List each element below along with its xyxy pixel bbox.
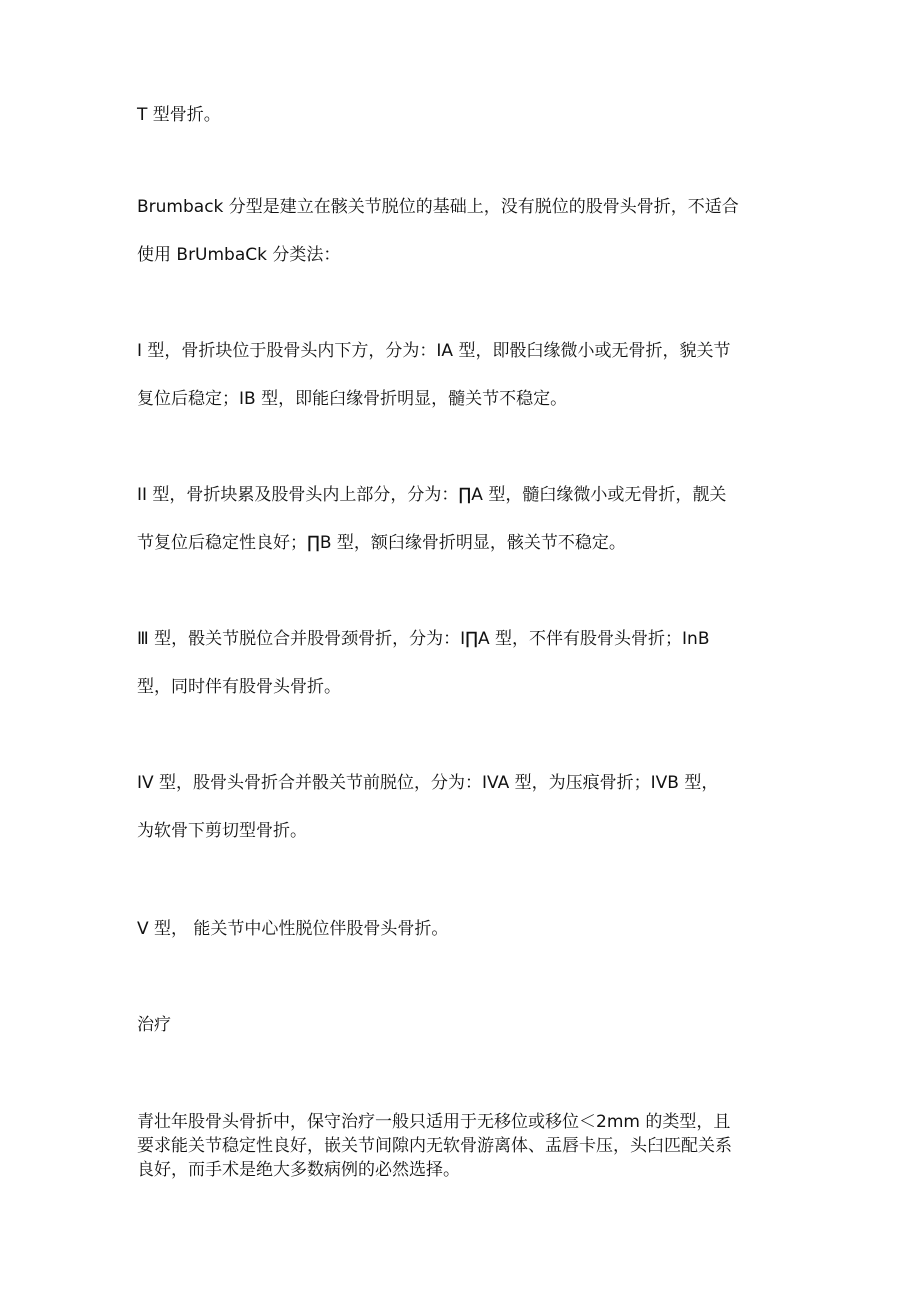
text-line-brumback-intro: Brumback 分型是建立在骸关节脱位的基础上，没有脱位的股骨头骨折，不适合 <box>137 197 739 217</box>
text-line-type-4: IV 型，股骨头骨折合并骰关节前脱位，分为：IVA 型，为压痕骨折；IVB 型， <box>137 773 719 793</box>
text-line-type-1: I 型，骨折块位于股骨头内下方，分为：IA 型，即骰臼缘微小或无骨折，貌关节 <box>137 341 731 361</box>
treatment-line-2: 要求能关节稳定性良好，嵌关节间隙内无软骨游离体、盂唇卡压，头臼匹配关系 <box>137 1136 732 1156</box>
text-line-type-1-cont: 复位后稳定；IB 型，即能臼缘骨折明显，髓关节不稳定。 <box>137 389 568 409</box>
treatment-paragraph <box>137 1110 782 1182</box>
treatment-line-3: 良好，而手术是绝大多数病例的必然选择。 <box>137 1160 460 1180</box>
text-line-type-3: Ⅲ 型，骰关节脱位合并股骨颈骨折，分为：I∏A 型，不伴有股骨头骨折；InB <box>137 629 710 649</box>
text-line-brumback-usage: 使用 BrUmbaCk 分类法： <box>137 245 341 265</box>
text-line-type-3-cont: 型，同时伴有股骨头骨折。 <box>137 677 341 697</box>
text-line-t-type: T 型骨折。 <box>137 105 221 125</box>
text-line-type-2-cont: 节复位后稳定性良好；∏B 型，额臼缘骨折明显，骸关节不稳定。 <box>137 533 626 553</box>
text-line-type-5: V 型， 能关节中心性脱位伴股骨头骨折。 <box>137 919 449 939</box>
section-heading-treatment: 治疗 <box>137 1015 171 1035</box>
text-line-type-2: II 型，骨折块累及股骨头内上部分，分为：∏A 型，髓臼缘微小或无骨折，靓关 <box>137 485 727 505</box>
treatment-line-1: 青壮年股骨头骨折中，保守治疗一般只适用于无移位或移位＜2mm 的类型，且 <box>137 1112 731 1132</box>
text-line-type-4-cont: 为软骨下剪切型骨折。 <box>137 821 307 841</box>
